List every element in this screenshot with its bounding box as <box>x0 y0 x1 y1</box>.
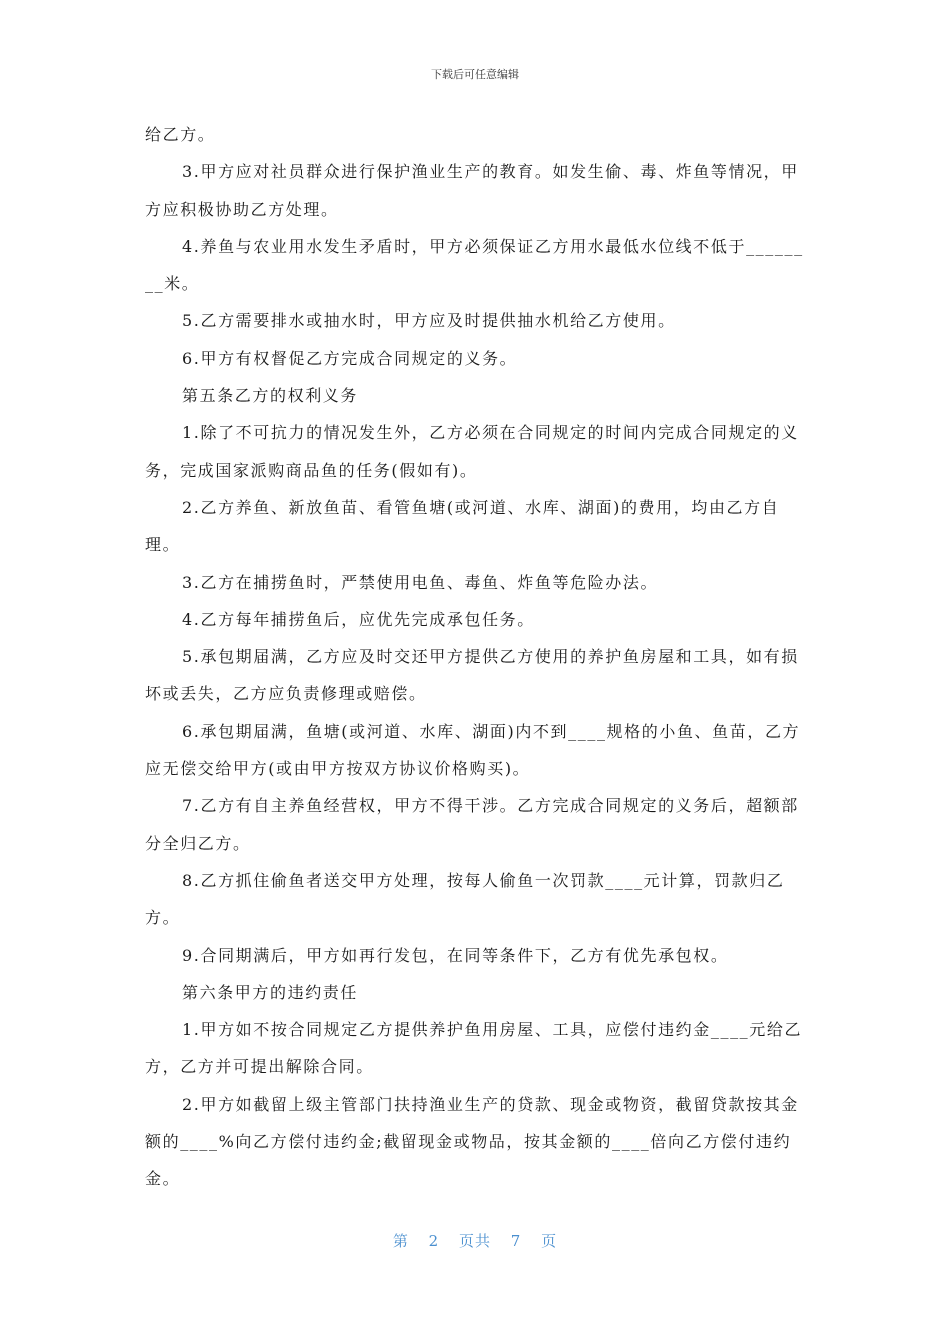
paragraph: 6.承包期届满，鱼塘(或河道、水库、湖面)内不到____规格的小鱼、鱼苗，乙方应无偿交给甲方(或由甲方按双方协议价格购买)。 <box>145 721 801 779</box>
paragraph: 4.乙方每年捕捞鱼后，应优先完成承包任务。 <box>182 609 535 629</box>
paragraph: 3.乙方在捕捞鱼时，严禁使用电鱼、毒鱼、炸鱼等危险办法。 <box>182 572 659 592</box>
paragraph: 5.乙方需要排水或抽水时，甲方应及时提供抽水机给乙方使用。 <box>182 311 676 331</box>
paragraph: 5.承包期届满，乙方应及时交还甲方提供乙方使用的养护鱼房屋和工具，如有损坏或丢失，乙方应负责修理或赔偿。 <box>145 647 799 704</box>
header-note: 下载后可任意编辑 <box>431 68 519 81</box>
paragraph: 8.乙方抓住偷鱼者送交甲方处理，按每人偷鱼一次罚款____元计算，罚款归乙方。 <box>145 870 785 928</box>
paragraph: 第六条甲方的违约责任 <box>182 982 359 1002</box>
paragraph: 1.除了不可抗力的情况发生外，乙方必须在合同规定的时间内完成合同规定的义务，完成国家派购商品鱼的任务(假如有)。 <box>145 423 799 480</box>
document-body <box>145 116 805 1198</box>
paragraph: 7.乙方有自主养鱼经营权，甲方不得干涉。乙方完成合同规定的义务后，超额部分全归乙方。 <box>145 796 799 853</box>
paragraph: 4.养鱼与农业用水发生矛盾时，甲方必须保证乙方用水最低水位线不低于________米。 <box>145 236 804 294</box>
paragraph: 3.甲方应对社员群众进行保护渔业生产的教育。如发生偷、毒、炸鱼等情况，甲方应积极协助乙方处理。 <box>145 162 799 219</box>
paragraph: 2.乙方养鱼、新放鱼苗、看管鱼塘(或河道、水库、湖面)的费用，均由乙方自理。 <box>145 497 780 555</box>
paragraph: 第五条乙方的权利义务 <box>182 386 359 406</box>
page-number: 第 2 页共 7 页 <box>392 1232 558 1250</box>
paragraph: 2.甲方如截留上级主管部门扶持渔业生产的贷款、现金或物资，截留贷款按其金额的____%向乙方偿付违约金;截留现金或物品，按其金额的____倍向乙方偿付违约金。 <box>145 1094 799 1189</box>
paragraph: 9.合同期满后，甲方如再行发包，在同等条件下，乙方有优先承包权。 <box>182 945 729 965</box>
paragraph: 给乙方。 <box>145 125 216 144</box>
paragraph: 1.甲方如不按合同规定乙方提供养护鱼用房屋、工具，应偿付违约金____元给乙方，乙方并可提出解除合同。 <box>145 1020 803 1077</box>
paragraph: 6.甲方有权督促乙方完成合同规定的义务。 <box>182 348 518 368</box>
